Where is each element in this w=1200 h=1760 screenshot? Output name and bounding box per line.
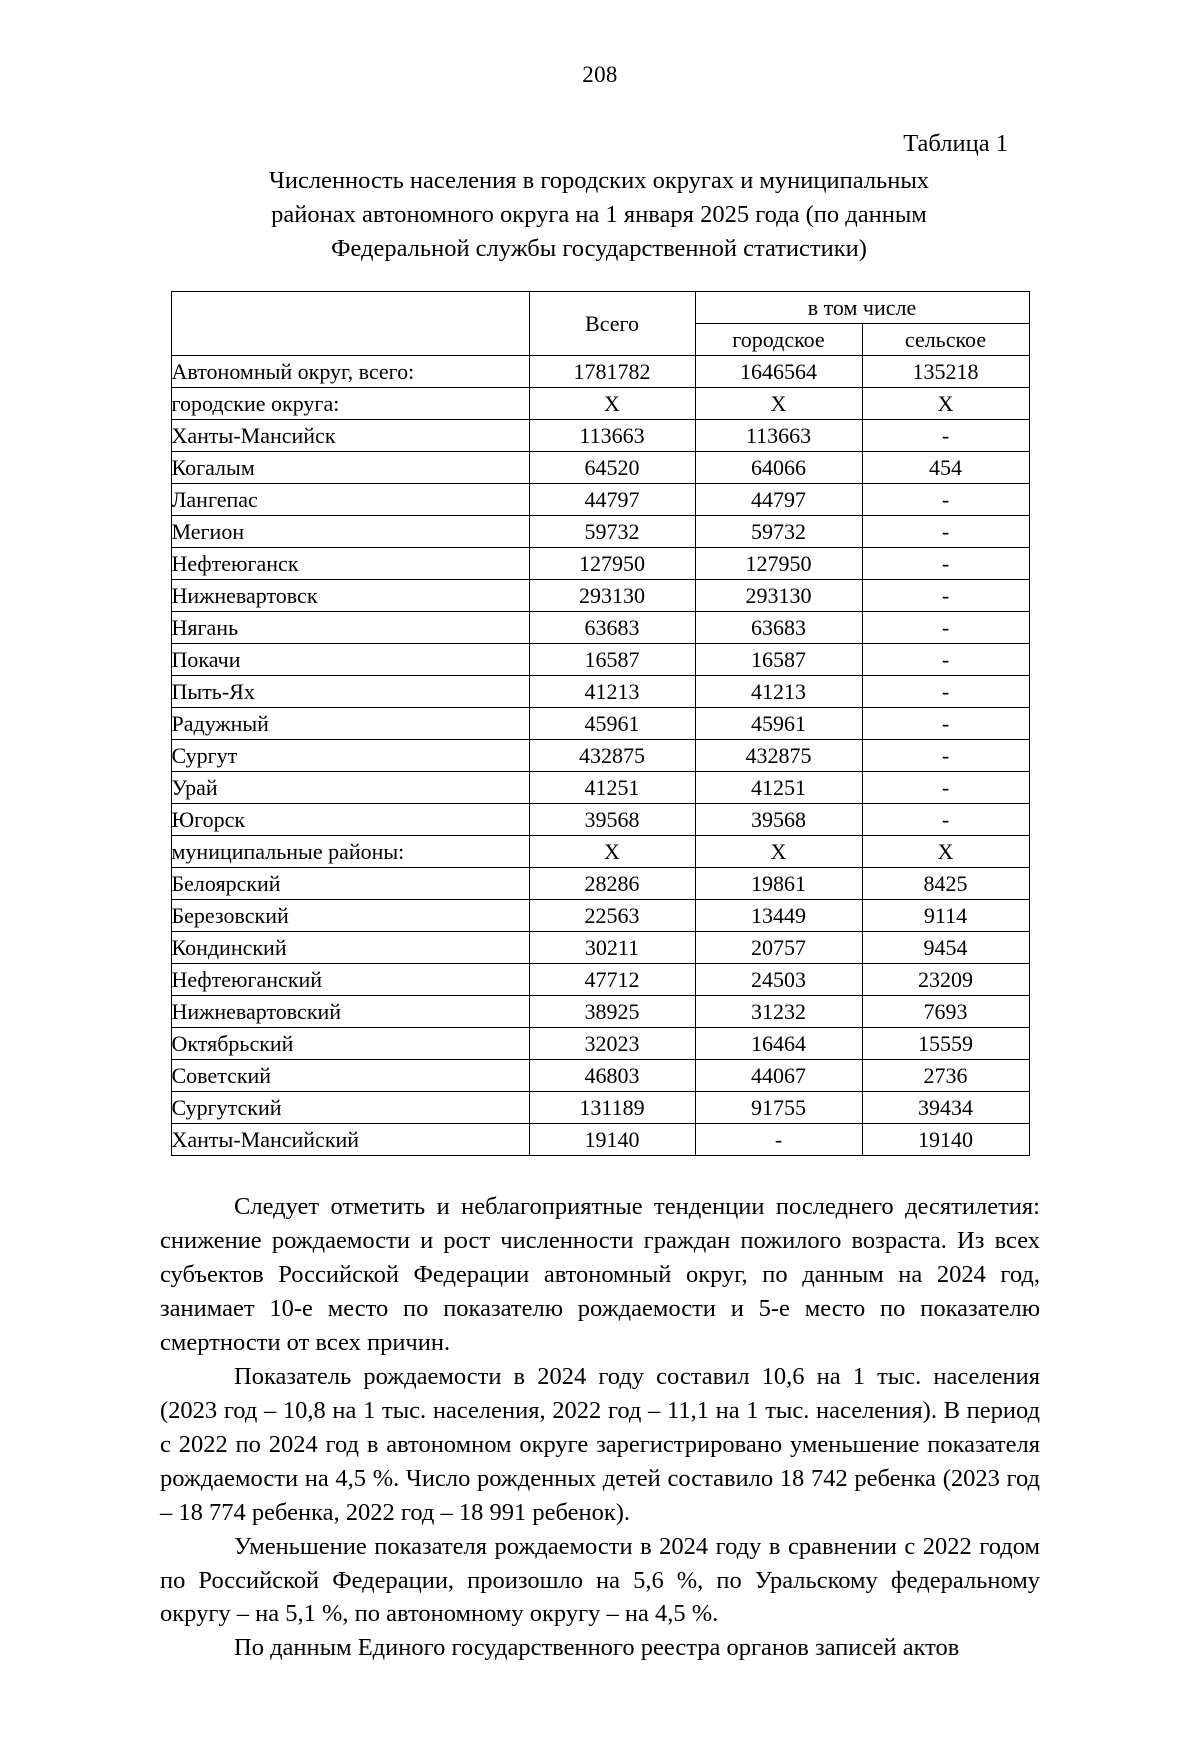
row-name: Лангепас: [171, 484, 529, 516]
header-total: Всего: [529, 292, 695, 356]
row-name: Нижневартовский: [171, 996, 529, 1028]
row-total: 28286: [529, 868, 695, 900]
paragraph-1: Следует отметить и неблагоприятные тенденции последнего десятилетия: снижение рождаемости и рост численности граждан пожилого возраста. Из всех субъектов Российской Федерации автономный округ, по данным на 2024 год, занимает 10-е место по показателю рождаемости и 5-е место по показателю смертности от всех причин.: [160, 1193, 1040, 1357]
row-urban: 41213: [695, 676, 862, 708]
population-table: [171, 291, 1030, 1156]
row-rural: 15559: [862, 1028, 1029, 1060]
row-total: 44797: [529, 484, 695, 516]
row-rural: 9114: [862, 900, 1029, 932]
row-rural: 39434: [862, 1092, 1029, 1124]
row-urban: 19861: [695, 868, 862, 900]
row-rural: X: [862, 388, 1029, 420]
table-row: [171, 1028, 1029, 1060]
row-urban: 63683: [695, 612, 862, 644]
row-name: Радужный: [171, 708, 529, 740]
row-name: Ханты-Мансийск: [171, 420, 529, 452]
row-rural: 2736: [862, 1060, 1029, 1092]
row-total: 127950: [529, 548, 695, 580]
row-rural: -: [862, 420, 1029, 452]
row-total: 59732: [529, 516, 695, 548]
row-total: 63683: [529, 612, 695, 644]
row-total: 131189: [529, 1092, 695, 1124]
paragraph-4: По данным Единого государственного реестра органов записей актов: [234, 1634, 960, 1662]
row-rural: -: [862, 740, 1029, 772]
table-row: [171, 388, 1029, 420]
table-row: [171, 644, 1029, 676]
row-rural: -: [862, 580, 1029, 612]
row-rural: -: [862, 612, 1029, 644]
row-urban: 44067: [695, 1060, 862, 1092]
document-page: [0, 62, 1200, 1760]
table-row: [171, 996, 1029, 1028]
table-row: [171, 1092, 1029, 1124]
table-row: [171, 1060, 1029, 1092]
row-urban: 127950: [695, 548, 862, 580]
row-name: муниципальные районы:: [171, 836, 529, 868]
row-total: 41251: [529, 772, 695, 804]
row-name: Советский: [171, 1060, 529, 1092]
row-total: 41213: [529, 676, 695, 708]
row-name: Нефтеюганский: [171, 964, 529, 996]
row-rural: 7693: [862, 996, 1029, 1028]
row-total: 293130: [529, 580, 695, 612]
row-rural: -: [862, 548, 1029, 580]
table-header-row-1: [171, 292, 1029, 324]
row-rural: 23209: [862, 964, 1029, 996]
row-rural: 19140: [862, 1124, 1029, 1156]
table-body: [171, 356, 1029, 1156]
table-row: [171, 548, 1029, 580]
row-rural: -: [862, 484, 1029, 516]
row-urban: 41251: [695, 772, 862, 804]
table-row: [171, 708, 1029, 740]
row-urban: 16587: [695, 644, 862, 676]
row-name: Кондинский: [171, 932, 529, 964]
row-name: Пыть-Ях: [171, 676, 529, 708]
table-title: [0, 164, 1200, 265]
row-urban: 91755: [695, 1092, 862, 1124]
row-name: Когалым: [171, 452, 529, 484]
row-urban: 31232: [695, 996, 862, 1028]
row-total: X: [529, 836, 695, 868]
table-row: [171, 452, 1029, 484]
row-rural: -: [862, 772, 1029, 804]
row-name: Ханты-Мансийский: [171, 1124, 529, 1156]
row-urban: 24503: [695, 964, 862, 996]
table-row: [171, 612, 1029, 644]
row-urban: 64066: [695, 452, 862, 484]
row-rural: 135218: [862, 356, 1029, 388]
row-total: 1781782: [529, 356, 695, 388]
table-row: [171, 356, 1029, 388]
row-urban: -: [695, 1124, 862, 1156]
table-row: [171, 516, 1029, 548]
paragraph-3: Уменьшение показателя рождаемости в 2024 году в сравнении с 2022 годом по Российской Федерации, произошло на 5,6 %, по Уральскому федеральному округу – на 5,1 %, по автономному округу – на 4,5 %.: [160, 1532, 1040, 1628]
row-name: Сургутский: [171, 1092, 529, 1124]
header-urban: городское: [695, 324, 862, 356]
row-name: Автономный округ, всего:: [171, 356, 529, 388]
row-urban: 1646564: [695, 356, 862, 388]
row-rural: 8425: [862, 868, 1029, 900]
row-rural: -: [862, 644, 1029, 676]
paragraph-2: Показатель рождаемости в 2024 году составил 10,6 на 1 тыс. населения (2023 год – 10,8 на 1 тыс. населения, 2022 год – 11,1 на 1 тыс. населения). В период с 2022 по 2024 год в автономном округе зарегистрировано уменьшение показателя рождаемости на 4,5 %. Число рожденных детей составило 18 742 ребенка (2023 год – 18 774 ребенка, 2022 год – 18 991 ребенок).: [160, 1363, 1040, 1526]
header-rural: сельское: [862, 324, 1029, 356]
row-rural: X: [862, 836, 1029, 868]
row-name: Сургут: [171, 740, 529, 772]
row-total: 16587: [529, 644, 695, 676]
row-urban: 45961: [695, 708, 862, 740]
row-rural: -: [862, 708, 1029, 740]
table-row: [171, 804, 1029, 836]
table-row: [171, 932, 1029, 964]
row-name: Мегион: [171, 516, 529, 548]
row-rural: -: [862, 804, 1029, 836]
table-row: [171, 740, 1029, 772]
row-name: городские округа:: [171, 388, 529, 420]
table-label: Таблица 1: [903, 130, 1008, 157]
table-row: [171, 772, 1029, 804]
page-number: 208: [582, 62, 618, 87]
row-name: Нефтеюганск: [171, 548, 529, 580]
row-name: Югорск: [171, 804, 529, 836]
row-urban: 59732: [695, 516, 862, 548]
row-total: 32023: [529, 1028, 695, 1060]
row-total: 47712: [529, 964, 695, 996]
body-text: [160, 1190, 1040, 1665]
table-title-line-3: Федеральной службы государственной статистики): [331, 234, 867, 262]
table-row: [171, 900, 1029, 932]
table-title-line-2: районах автономного округа на 1 января 2025 года (по данным: [271, 200, 927, 228]
row-urban: 16464: [695, 1028, 862, 1060]
row-total: X: [529, 388, 695, 420]
row-total: 19140: [529, 1124, 695, 1156]
row-total: 46803: [529, 1060, 695, 1092]
row-name: Нижневартовск: [171, 580, 529, 612]
row-name: Покачи: [171, 644, 529, 676]
table-row: [171, 676, 1029, 708]
row-rural: -: [862, 676, 1029, 708]
table-row: [171, 836, 1029, 868]
row-total: 30211: [529, 932, 695, 964]
row-urban: 113663: [695, 420, 862, 452]
row-total: 64520: [529, 452, 695, 484]
row-total: 22563: [529, 900, 695, 932]
table-row: [171, 868, 1029, 900]
row-urban: X: [695, 388, 862, 420]
row-name: Белоярский: [171, 868, 529, 900]
row-name: Урай: [171, 772, 529, 804]
table-row: [171, 420, 1029, 452]
row-urban: 13449: [695, 900, 862, 932]
row-urban: 44797: [695, 484, 862, 516]
row-urban: 293130: [695, 580, 862, 612]
table-row: [171, 964, 1029, 996]
row-urban: 20757: [695, 932, 862, 964]
row-rural: -: [862, 516, 1029, 548]
row-rural: 454: [862, 452, 1029, 484]
table-row: [171, 484, 1029, 516]
table-header: [171, 292, 1029, 356]
table-row: [171, 1124, 1029, 1156]
row-name: Березовский: [171, 900, 529, 932]
table-row: [171, 580, 1029, 612]
row-rural: 9454: [862, 932, 1029, 964]
row-urban: 39568: [695, 804, 862, 836]
row-urban: X: [695, 836, 862, 868]
row-total: 45961: [529, 708, 695, 740]
row-total: 38925: [529, 996, 695, 1028]
row-urban: 432875: [695, 740, 862, 772]
row-name: Нягань: [171, 612, 529, 644]
header-group-breakdown: в том числе: [695, 292, 1029, 324]
row-total: 113663: [529, 420, 695, 452]
header-name-blank: [171, 292, 529, 356]
row-total: 39568: [529, 804, 695, 836]
table-title-line-1: Численность населения в городских округах и муниципальных: [268, 167, 930, 194]
row-total: 432875: [529, 740, 695, 772]
row-name: Октябрьский: [171, 1028, 529, 1060]
